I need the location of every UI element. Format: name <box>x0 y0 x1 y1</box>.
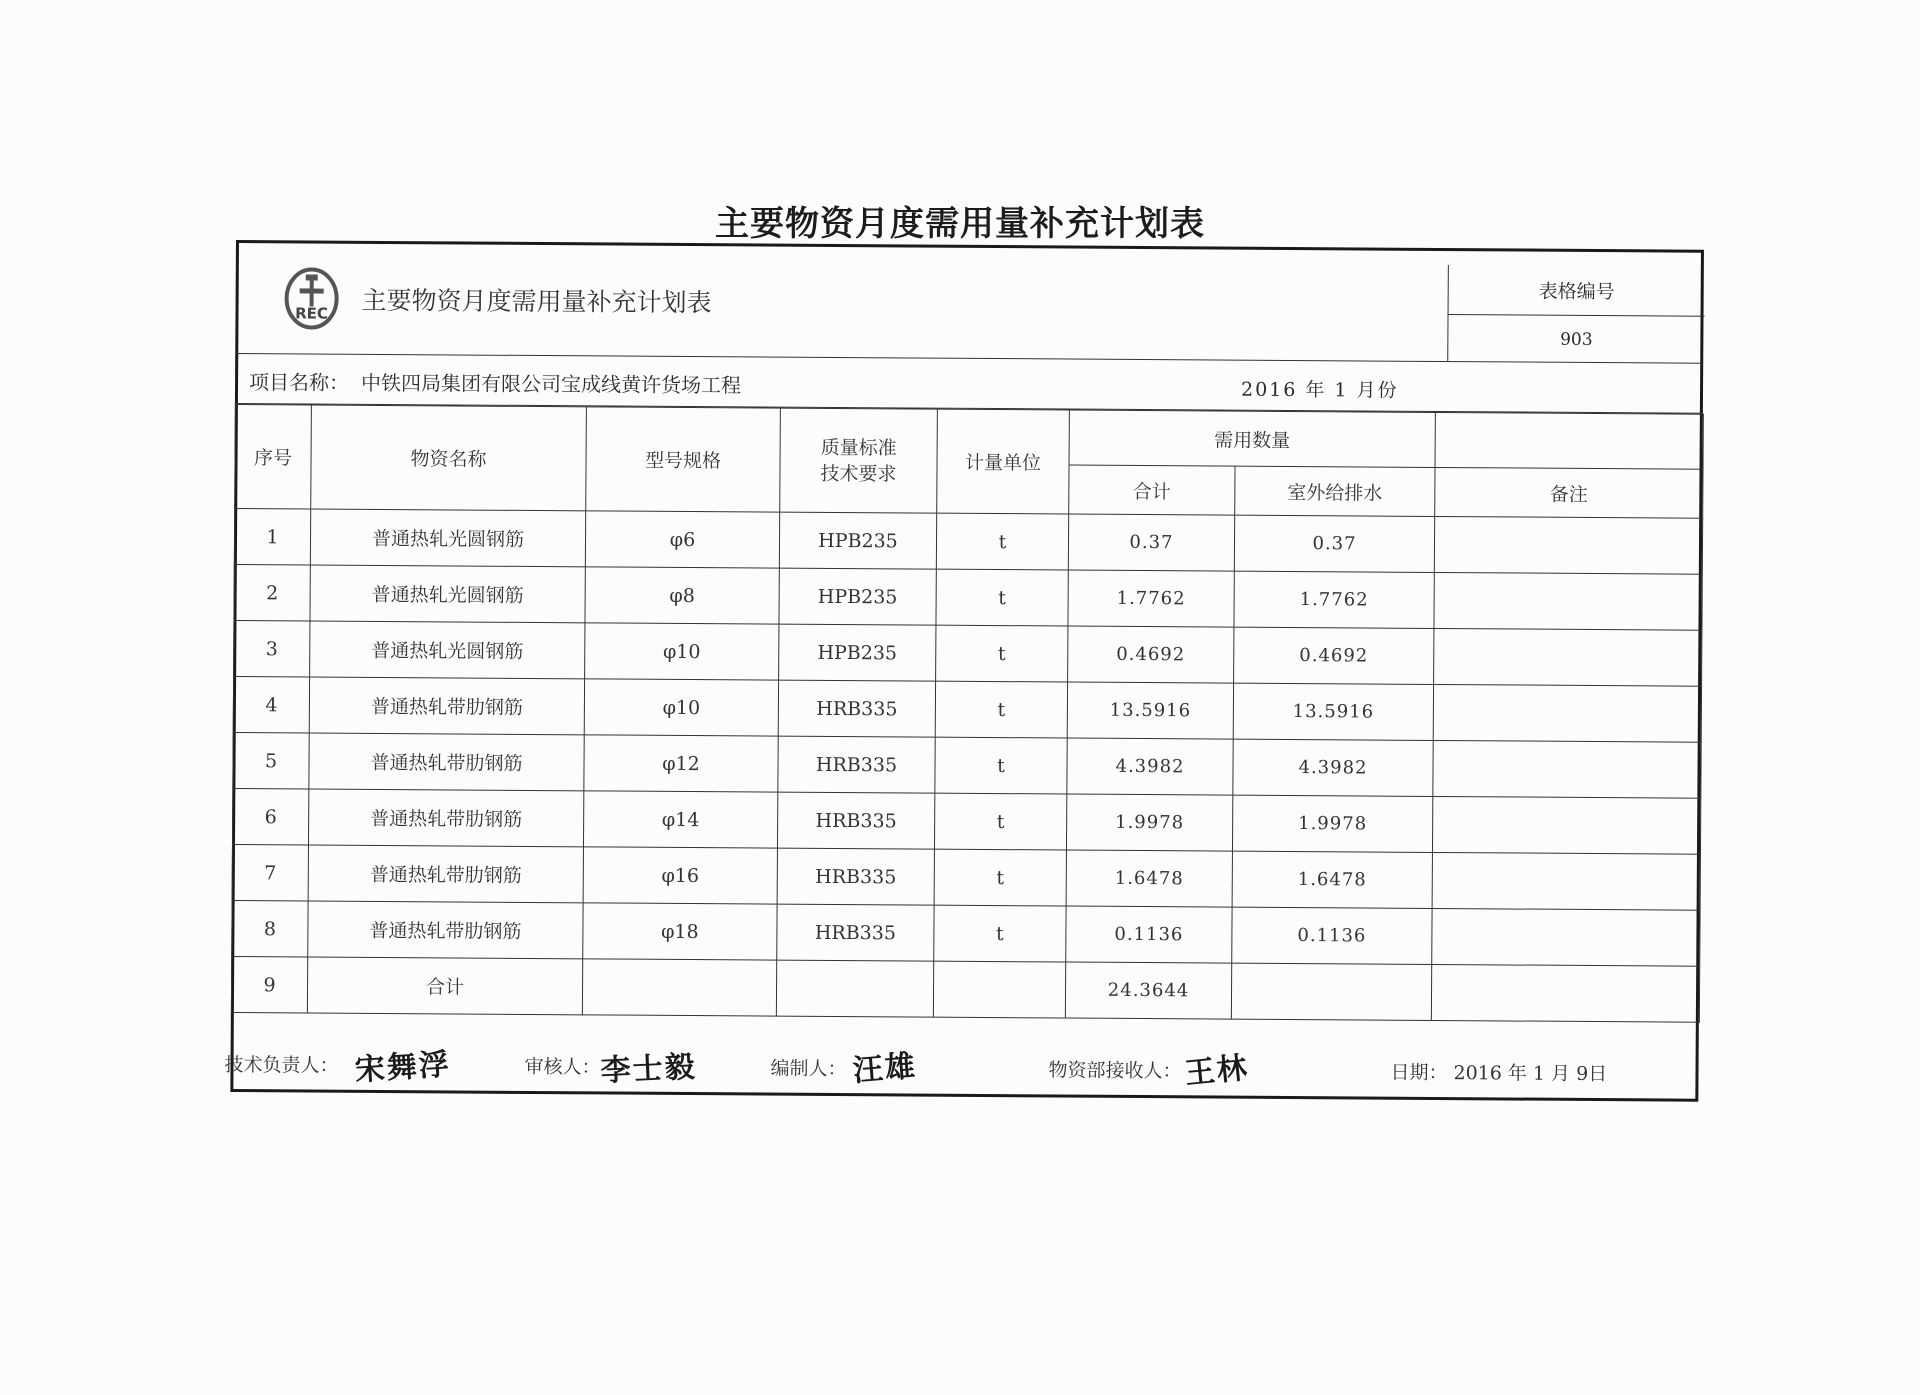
cell-remarks <box>1432 796 1700 854</box>
railway-logo <box>283 266 339 330</box>
cell-seq: 6 <box>232 788 308 845</box>
cell-quality: HRB335 <box>778 680 935 737</box>
receiver-label: 物资部接收人： <box>1048 1059 1182 1083</box>
cell-spec: φ18 <box>583 903 777 960</box>
cell-spec: φ8 <box>585 567 779 624</box>
signature-line <box>224 1035 1698 1102</box>
cell-total: 4.3982 <box>1067 738 1233 795</box>
cell-remarks <box>1433 684 1701 742</box>
table-row <box>231 956 1699 1022</box>
cell-name: 普通热轧带肋钢筋 <box>308 789 583 847</box>
cell-total: 13.5916 <box>1067 682 1233 739</box>
cell-name: 普通热轧带肋钢筋 <box>308 901 583 959</box>
reviewer-signature: 李士毅 <box>599 1049 698 1089</box>
table-row <box>234 564 1702 630</box>
header-outdoor: 室外给排水 <box>1235 466 1435 516</box>
cell-unit: t <box>936 513 1068 570</box>
cell-outdoor: 1.7762 <box>1234 571 1434 628</box>
cell-spec: φ6 <box>585 511 779 568</box>
cell-unit: t <box>935 681 1067 738</box>
form-number-label: 表格编号 <box>1449 265 1705 317</box>
header-remarks: 备注 <box>1435 467 1703 518</box>
cell-seq: 8 <box>232 900 308 957</box>
cell-outdoor: 13.5916 <box>1233 683 1433 740</box>
cell-outdoor: 0.1136 <box>1232 907 1432 964</box>
cell-total: 0.1136 <box>1066 906 1232 963</box>
cell-outdoor: 0.4692 <box>1234 627 1434 684</box>
cell-remarks <box>1432 852 1700 910</box>
header-spec: 型号规格 <box>586 407 781 512</box>
reviewer-label: 审核人： <box>524 1055 601 1079</box>
cell-unit <box>933 961 1065 1018</box>
project-name: 中铁四局集团有限公司宝成线黄许货场工程 <box>360 370 742 398</box>
cell-total: 24.3644 <box>1065 962 1231 1019</box>
cell-remarks <box>1432 908 1700 966</box>
cell-total: 1.7762 <box>1068 570 1234 627</box>
cell-spec <box>582 959 776 1016</box>
cell-outdoor: 1.6478 <box>1232 851 1432 908</box>
cell-name: 普通热轧光圆钢筋 <box>310 509 585 567</box>
cell-seq: 2 <box>234 564 310 621</box>
header-unit: 计量单位 <box>937 409 1070 514</box>
header-name: 物资名称 <box>311 405 587 511</box>
header-total: 合计 <box>1069 465 1235 515</box>
cell-outdoor <box>1231 963 1431 1020</box>
cell-spec: φ16 <box>583 847 777 904</box>
plan-sheet <box>224 240 1704 1102</box>
table-row <box>233 676 1701 742</box>
cell-total: 0.37 <box>1068 514 1234 571</box>
cell-remarks <box>1434 572 1702 630</box>
cell-outdoor: 1.9978 <box>1232 795 1432 852</box>
editor-label: 编制人： <box>770 1057 847 1081</box>
date-field: 日期： 2016 年 1 月 9日 <box>1390 1061 1608 1086</box>
cell-remarks <box>1434 628 1702 686</box>
cell-unit: t <box>936 625 1068 682</box>
form-number-value: 903 <box>1560 329 1593 350</box>
cell-seq: 5 <box>233 732 309 789</box>
table-row <box>234 620 1702 686</box>
page-title: 主要物资月度需用量补充计划表 <box>715 204 1205 244</box>
cell-quality: HRB335 <box>777 792 934 849</box>
cell-name: 普通热轧带肋钢筋 <box>309 677 584 735</box>
cell-quality: HPB235 <box>779 624 936 681</box>
cell-name: 普通热轧光圆钢筋 <box>310 621 585 679</box>
cell-unit: t <box>934 905 1066 962</box>
cell-spec: φ12 <box>584 735 778 792</box>
plan-period: 2016 年 1 月份 <box>1240 378 1399 402</box>
table-row <box>233 732 1701 798</box>
tech-lead-label: 技术负责人： <box>224 1053 339 1077</box>
cell-name: 合计 <box>307 957 582 1015</box>
cell-unit: t <box>936 569 1068 626</box>
tech-lead-signature: 宋舞浮 <box>353 1047 452 1089</box>
cell-total: 1.6478 <box>1066 850 1232 907</box>
header-blank <box>1435 412 1703 469</box>
cell-total: 1.9978 <box>1066 794 1232 851</box>
table-row <box>232 788 1700 854</box>
header-quality-line-1: 质量标准 <box>820 436 897 459</box>
table-row <box>232 844 1700 910</box>
cell-unit: t <box>934 793 1066 850</box>
cell-quality <box>776 960 933 1017</box>
cell-quality: HRB335 <box>777 848 934 905</box>
form-header <box>235 240 1704 364</box>
cell-spec: φ10 <box>584 679 778 736</box>
editor-signature: 汪雄 <box>851 1048 919 1089</box>
cell-remarks <box>1434 516 1702 574</box>
cell-name: 普通热轧带肋钢筋 <box>308 845 583 903</box>
table-body <box>231 508 1702 1022</box>
header-seq: 序号 <box>235 404 312 509</box>
header-demand: 需用数量 <box>1069 410 1435 467</box>
cell-outdoor: 4.3982 <box>1233 739 1433 796</box>
cell-quality: HRB335 <box>778 736 935 793</box>
form-number-box <box>1447 265 1704 364</box>
receiver-signature: 王林 <box>1183 1050 1251 1092</box>
project-label: 项目名称： <box>248 370 350 395</box>
cell-name: 普通热轧带肋钢筋 <box>309 733 584 791</box>
cell-unit: t <box>934 849 1066 906</box>
cell-seq: 9 <box>231 956 307 1013</box>
cell-quality: HPB235 <box>779 512 936 569</box>
header-quality-line-2: 技术要求 <box>820 462 897 485</box>
cell-remarks <box>1433 740 1701 798</box>
cell-seq: 3 <box>234 620 310 677</box>
header-quality <box>780 408 938 513</box>
cell-seq: 4 <box>233 676 309 733</box>
logo-text: REC <box>295 304 328 323</box>
cell-quality: HPB235 <box>779 568 936 625</box>
cell-spec: φ10 <box>585 623 779 680</box>
cell-remarks <box>1431 964 1699 1022</box>
cell-outdoor: 0.37 <box>1234 515 1434 572</box>
header-row-1 <box>235 404 1703 469</box>
cell-quality: HRB335 <box>777 904 934 961</box>
cell-name: 普通热轧光圆钢筋 <box>310 565 585 623</box>
cell-spec: φ14 <box>583 791 777 848</box>
demand-table <box>231 404 1704 1023</box>
cell-total: 0.4692 <box>1068 626 1234 683</box>
table-row <box>234 508 1702 574</box>
cell-seq: 1 <box>234 508 310 565</box>
cell-unit: t <box>935 737 1067 794</box>
form-title: 主要物资月度需用量补充计划表 <box>361 285 712 318</box>
table-row <box>232 900 1700 966</box>
cell-seq: 7 <box>232 844 308 901</box>
